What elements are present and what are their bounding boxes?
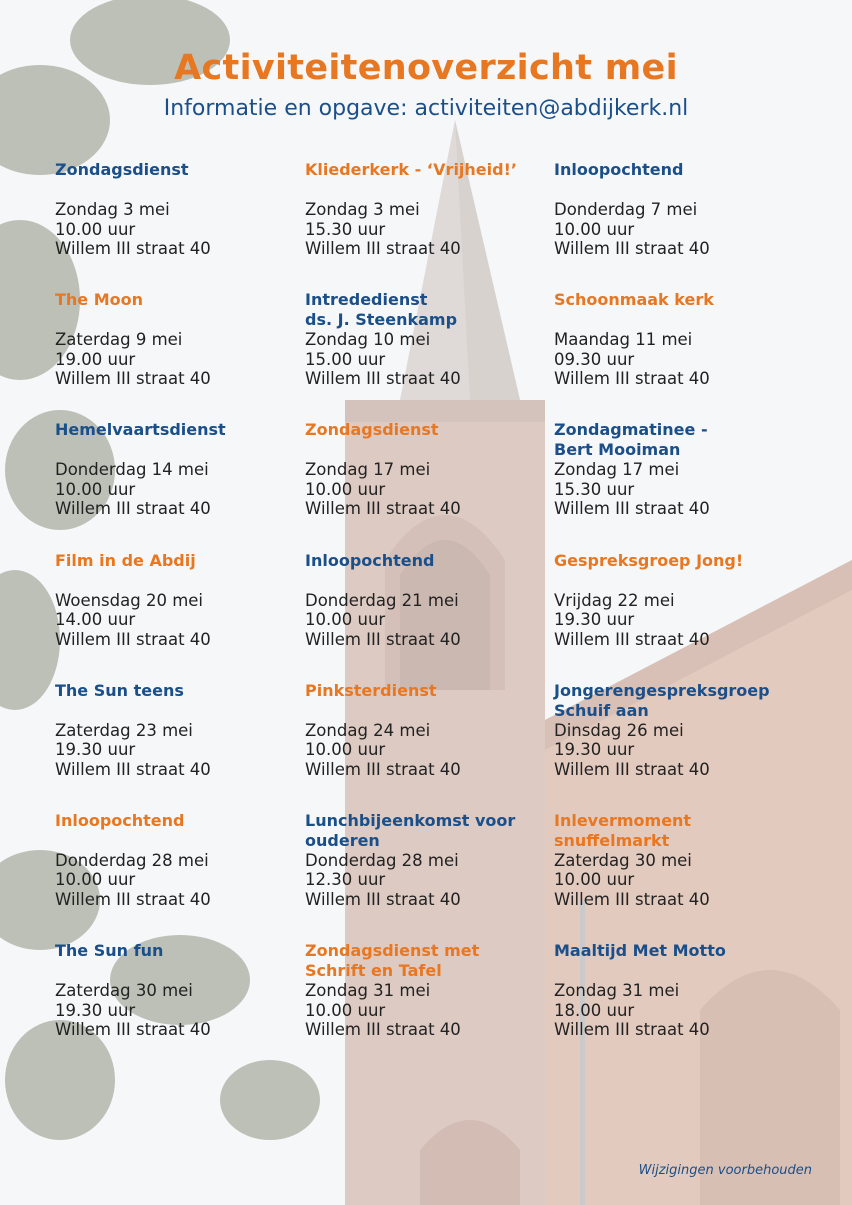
activity-location: Willem III straat 40	[55, 1020, 211, 1040]
activity-location: Willem III straat 40	[55, 239, 211, 258]
activity-location: Willem III straat 40	[554, 369, 710, 389]
activity-title: Zondagsdienst met Schrift en Tafel	[305, 941, 480, 981]
activity-time: 10.00 uur	[305, 1000, 386, 1020]
activity-day: Zondag 3 mei	[305, 200, 420, 219]
activity-item	[305, 290, 554, 420]
activity-location: Willem III straat 40	[554, 1020, 710, 1040]
activity-time: 15.00 uur	[305, 349, 386, 369]
activity-time: 15.30 uur	[305, 219, 386, 239]
activity-time: 19.00 uur	[55, 349, 136, 369]
activity-location: Willem III straat 40	[305, 239, 461, 258]
activity-title: The Sun teens	[55, 680, 184, 700]
activity-day: Zondag 24 mei	[305, 720, 431, 740]
activity-day: Donderdag 28 mei	[55, 850, 209, 870]
activity-location: Willem III straat 40	[305, 1020, 461, 1040]
disclaimer-note: Wijzigingen voorbehouden	[638, 1163, 812, 1178]
activity-day: Donderdag 28 mei	[305, 850, 459, 870]
activity-title: Inloopochtend	[55, 810, 185, 830]
activity-title: Gespreksgroep Jong!	[554, 550, 744, 570]
activity-time: 10.00 uur	[554, 870, 635, 890]
activity-title: Pinksterdienst	[305, 680, 437, 700]
activity-day: Vrijdag 22 mei	[554, 590, 675, 610]
activity-time: 15.30 uur	[554, 479, 635, 499]
activity-title: Schoonmaak kerk	[554, 290, 714, 310]
activity-item	[305, 551, 554, 681]
activity-day: Zondag 10 mei	[305, 330, 431, 350]
activity-location: Willem III straat 40	[55, 759, 211, 779]
activity-title: Inloopochtend	[554, 160, 684, 179]
activity-day: Zondag 31 mei	[305, 981, 431, 1001]
activity-day: Zondag 31 mei	[554, 981, 680, 1001]
activity-item	[554, 811, 845, 941]
activity-day: Zaterdag 23 mei	[55, 720, 193, 740]
activity-time: 19.30 uur	[55, 740, 136, 760]
activity-time: 10.00 uur	[305, 610, 386, 630]
activity-time: 19.30 uur	[554, 740, 635, 760]
activity-title: Maaltijd Met Motto	[554, 941, 726, 961]
activity-location: Willem III straat 40	[55, 499, 211, 519]
activity-time: 10.00 uur	[55, 479, 136, 499]
activity-day: Zaterdag 30 mei	[55, 981, 193, 1001]
activity-location: Willem III straat 40	[554, 499, 710, 519]
activity-day: Zaterdag 9 mei	[55, 330, 183, 350]
activity-time: 19.30 uur	[554, 610, 635, 630]
activity-item	[554, 681, 845, 811]
activity-title: Kliederkerk - ‘Vrijheid!’	[305, 160, 517, 179]
activity-item	[55, 420, 305, 550]
activity-location: Willem III straat 40	[55, 889, 211, 909]
page-title: Activiteitenoverzicht mei	[174, 48, 678, 88]
activity-day: Dinsdag 26 mei	[554, 720, 684, 740]
activity-day: Zaterdag 30 mei	[554, 850, 692, 870]
activity-item	[305, 681, 554, 811]
activity-title: The Sun fun	[55, 941, 164, 961]
activity-title: Zondagsdienst	[305, 420, 439, 440]
activity-day: Woensdag 20 mei	[55, 590, 204, 610]
activity-day: Donderdag 7 mei	[554, 200, 698, 219]
activity-time: 12.30 uur	[305, 870, 386, 890]
activity-location: Willem III straat 40	[554, 889, 710, 909]
activities-grid	[55, 160, 845, 1071]
activity-location: Willem III straat 40	[305, 759, 461, 779]
activity-title: Inloopochtend	[305, 550, 435, 570]
activity-item	[554, 420, 845, 550]
activity-time: 10.00 uur	[305, 740, 386, 760]
activity-time: 09.30 uur	[554, 349, 635, 369]
activity-title: Lunchbijeenkomst voor ouderen	[305, 810, 516, 850]
activity-item	[305, 941, 554, 1071]
activity-item	[554, 290, 845, 420]
activity-title: Hemelvaartsdienst	[55, 420, 226, 440]
activity-title: Zondagsdienst	[55, 160, 189, 179]
activity-location: Willem III straat 40	[305, 499, 461, 519]
activity-day: Donderdag 21 mei	[305, 590, 459, 610]
activity-item	[55, 941, 305, 1071]
activity-day: Zondag 17 mei	[305, 460, 431, 480]
activity-location: Willem III straat 40	[554, 759, 710, 779]
activity-title: Inlevermoment snuffelmarkt	[554, 810, 692, 850]
activity-title: Intrededienst ds. J. Steenkamp	[305, 290, 458, 330]
activity-title: Zondagmatinee - Bert Mooiman	[554, 420, 708, 460]
activity-day: Maandag 11 mei	[554, 330, 693, 350]
activity-location: Willem III straat 40	[55, 629, 211, 649]
activity-time: 10.00 uur	[55, 219, 136, 239]
activity-item	[55, 160, 305, 290]
activity-day: Donderdag 14 mei	[55, 460, 209, 480]
activity-time: 19.30 uur	[55, 1000, 136, 1020]
activity-item	[55, 551, 305, 681]
activity-item	[305, 420, 554, 550]
activity-location: Willem III straat 40	[55, 369, 211, 389]
activity-item	[554, 160, 845, 290]
activity-location: Willem III straat 40	[305, 629, 461, 649]
activity-location: Willem III straat 40	[554, 239, 710, 258]
activity-item	[55, 681, 305, 811]
activity-title: Film in de Abdij	[55, 550, 196, 570]
activity-item	[55, 811, 305, 941]
activity-location: Willem III straat 40	[305, 369, 461, 389]
activity-title: Jongerengespreksgroep Schuif aan	[554, 680, 770, 720]
activity-item	[305, 160, 554, 290]
activity-item	[305, 811, 554, 941]
activity-item	[554, 941, 845, 1071]
activity-title: The Moon	[55, 290, 144, 310]
activity-day: Zondag 3 mei	[55, 200, 170, 219]
activity-location: Willem III straat 40	[554, 629, 710, 649]
activity-time: 10.00 uur	[554, 219, 635, 239]
activity-time: 14.00 uur	[55, 610, 136, 630]
activity-time: 10.00 uur	[305, 479, 386, 499]
activity-location: Willem III straat 40	[305, 889, 461, 909]
activity-time: 10.00 uur	[55, 870, 136, 890]
activity-time: 18.00 uur	[554, 1000, 635, 1020]
activity-day: Zondag 17 mei	[554, 460, 680, 480]
activity-item	[554, 551, 845, 681]
activity-item	[55, 290, 305, 420]
contact-subtitle: Informatie en opgave: activiteiten@abdijkerk.nl	[163, 96, 689, 121]
